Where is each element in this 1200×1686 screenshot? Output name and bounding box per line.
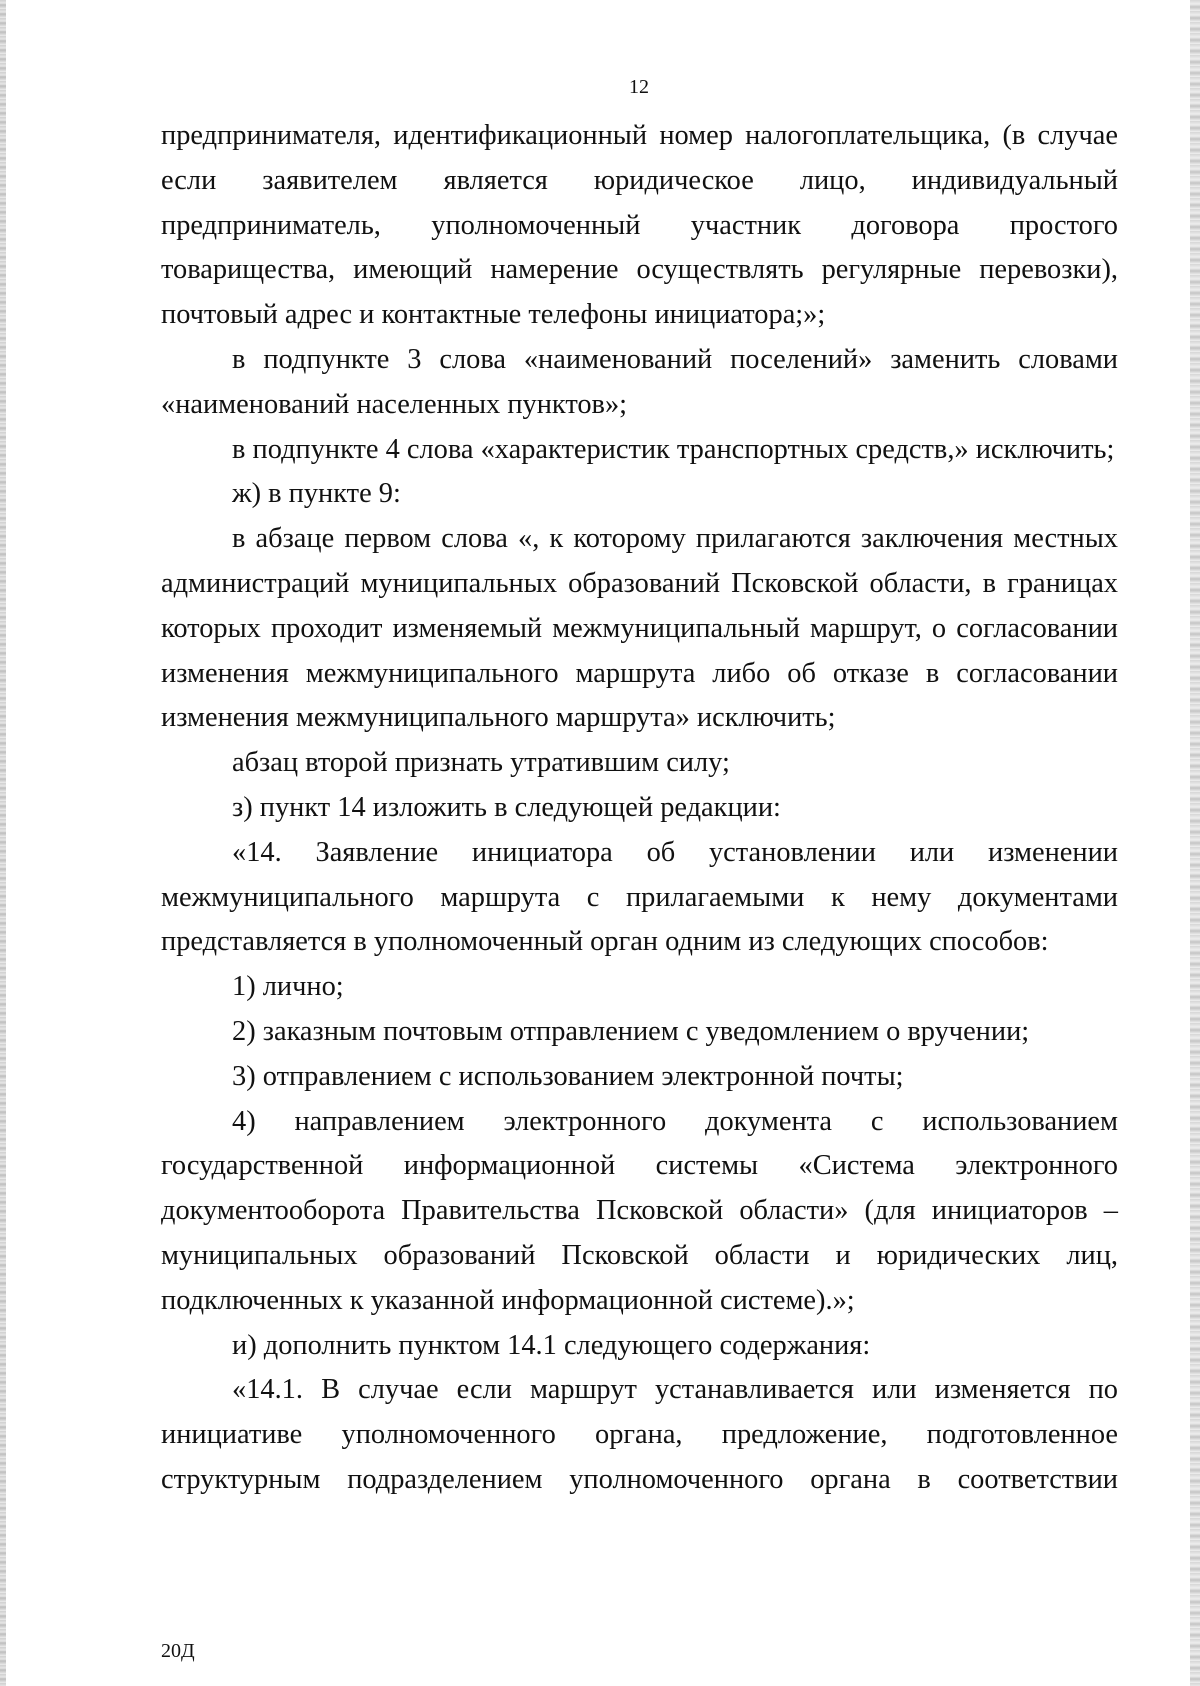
list-item-4: 4) направлением электронного документа с использованием государственной информационной системы «Система электронного документооборота Правительства Псковской области» (для инициаторов – муниципальных образований Псковской области и юридических лиц, подключенных к указанной информационной системе).»; bbox=[161, 1105, 1118, 1316]
paragraph-item-i: и) дополнить пунктом 14.1 следующего содержания: bbox=[232, 1329, 871, 1361]
paragraph-second-abzac: абзац второй признать утратившим силу; bbox=[232, 747, 730, 779]
paragraph-continuation: предпринимателя, идентификационный номер налогоплательщика, (в случае если заявителем является юридическое лицо, индивидуальный предприниматель, уполномоченный участник договора простого товарищества, имеющий намерение осуществлять регулярные перевозки), почтовый адрес и контактные телефоны инициатора;»; bbox=[161, 120, 1118, 331]
paragraph-point-14: «14. Заявление инициатора об установлении или изменении межмуниципального маршрута с прилагаемыми к нему документами представляется в уполномоченный орган одним из следующих способов: bbox=[161, 836, 1118, 958]
document-body bbox=[161, 114, 1118, 1503]
page-number: 12 bbox=[629, 76, 649, 98]
list-item-1: 1) лично; bbox=[232, 971, 344, 1003]
paragraph-subpoint-4: в подпункте 4 слова «характеристик транспортных средств,» исключить; bbox=[232, 433, 1115, 465]
paragraph-item-zh: ж) в пункте 9: bbox=[232, 478, 401, 510]
paragraph-first-abzac: в абзаце первом слова «, к которому прилагаются заключения местных администраций муниципальных образований Псковской области, в границах которых проходит изменяемый межмуниципальный маршрут, о согласовании изменения межмуниципального маршрута либо об отказе в согласовании изменения межмуниципального маршрута» исключить; bbox=[161, 523, 1118, 734]
scan-edge-left bbox=[0, 0, 6, 1686]
paragraph-item-z: з) пункт 14 изложить в следующей редакции: bbox=[232, 791, 781, 823]
paragraph-point-14-1: «14.1. В случае если маршрут устанавливается или изменяется по инициативе уполномоченного органа, предложение, подготовленное структурным подразделением уполномоченного органа в соответствии bbox=[161, 1374, 1118, 1495]
paragraph-subpoint-3: в подпункте 3 слова «наименований поселений» заменить словами «наименований населенных пунктов»; bbox=[161, 343, 1118, 420]
footer-code: 20Д bbox=[161, 1640, 195, 1662]
list-item-3: 3) отправлением с использованием электронной почты; bbox=[232, 1060, 904, 1092]
scan-edge-right bbox=[1190, 0, 1200, 1686]
list-item-2: 2) заказным почтовым отправлением с уведомлением о вручении; bbox=[232, 1015, 1030, 1047]
